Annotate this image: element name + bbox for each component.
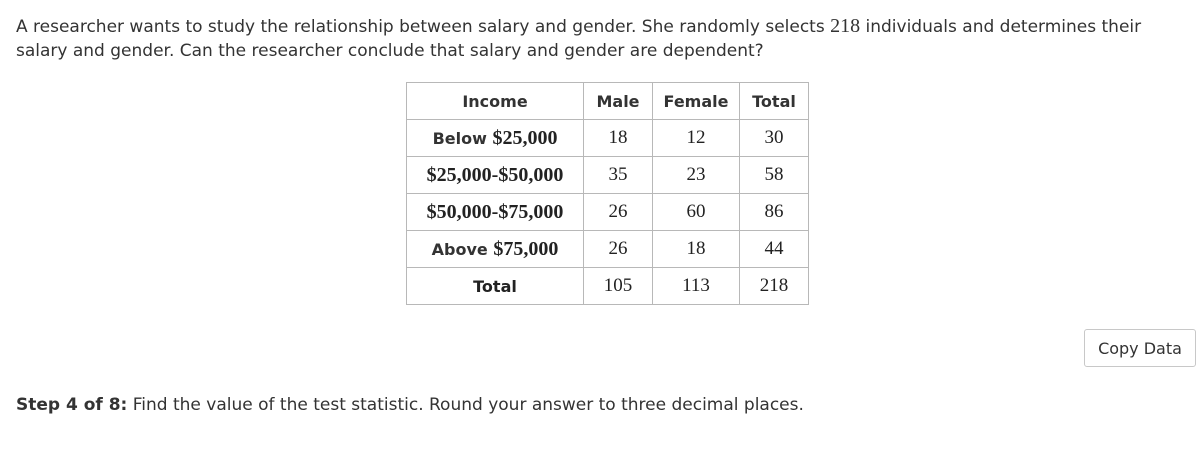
row-label-word: Above [431,239,494,259]
table-header-row [407,83,809,120]
row-label [407,231,584,268]
step-instruction [16,395,804,415]
total-female: 113 [653,268,740,305]
table-row [407,157,809,194]
total-male: 105 [584,268,653,305]
row-label [407,157,584,194]
copy-data-button[interactable]: Copy Data [1084,329,1196,367]
problem-statement [16,14,1184,63]
row-label-word: Below [432,128,493,148]
row-label [407,194,584,231]
cell-total: 30 [740,120,809,157]
cell-male: 35 [584,157,653,194]
row-label-amount: $25,000 [492,126,558,149]
cell-female: 23 [653,157,740,194]
table-total-row [407,268,809,305]
row-label-amount: $75,000 [493,237,559,260]
cell-total: 44 [740,231,809,268]
header-female: Female [653,83,740,120]
cell-female: 60 [653,194,740,231]
row-label-amount: $50,000-$75,000 [426,200,564,223]
cell-male: 26 [584,231,653,268]
cell-female: 12 [653,120,740,157]
cell-total: 58 [740,157,809,194]
header-total: Total [740,83,809,120]
cell-total: 86 [740,194,809,231]
contingency-table [406,82,809,305]
cell-male: 26 [584,194,653,231]
header-income: Income [407,83,584,120]
total-row-label: Total [407,268,584,305]
table-row [407,231,809,268]
cell-female: 18 [653,231,740,268]
row-label-amount: $25,000-$50,000 [426,163,564,186]
table-row [407,120,809,157]
cell-male: 18 [584,120,653,157]
problem-text-part2: individuals and determines their salary and gender. Can the researcher conclude that salary and gender are dependent? [16,17,1142,61]
grand-total: 218 [740,268,809,305]
step-label: Step 4 of 8: [16,395,128,415]
problem-sample-size: 218 [830,15,861,37]
row-label [407,120,584,157]
step-text: Find the value of the test statistic. Round your answer to three decimal places. [127,395,804,415]
header-male: Male [584,83,653,120]
table-row [407,194,809,231]
problem-text-part1: A researcher wants to study the relationship between salary and gender. She randomly selects [16,17,831,37]
